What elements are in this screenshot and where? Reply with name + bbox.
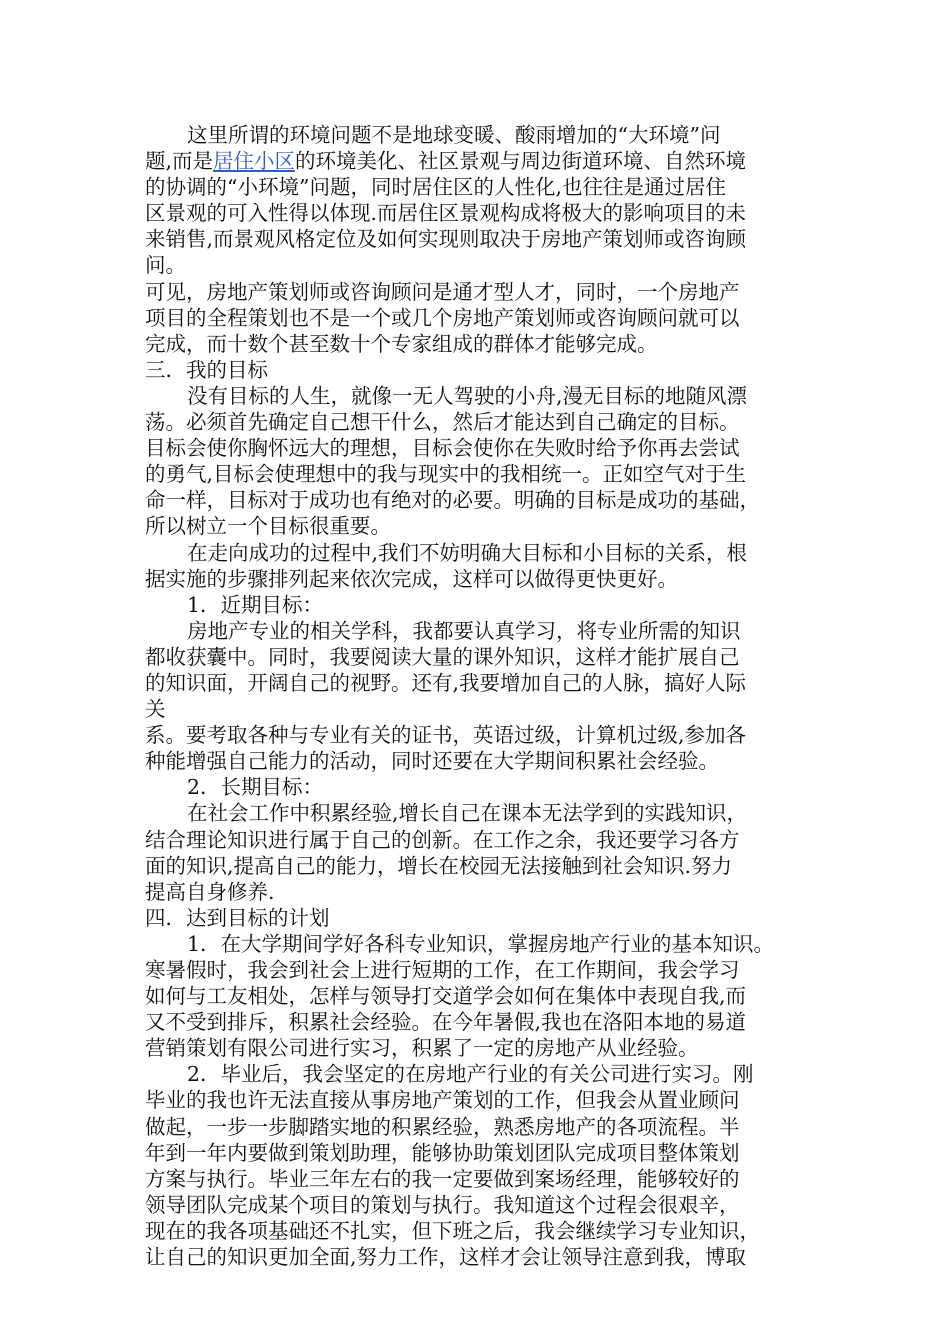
residential-community-link[interactable]: 居住小区 — [213, 149, 296, 174]
text-line: 年到一年内要做到策划助理，能够协助策划团队完成项目整体策划 — [145, 1140, 740, 1165]
text-line: 现在的我各项基础还不扎实，但下班之后，我会继续学习专业知识， — [145, 1218, 760, 1243]
text-line: 据实施的步骤排列起来依次完成，这样可以做得更快更好。 — [145, 566, 678, 591]
text-line: 目标会使你胸怀远大的理想，目标会使你在失败时给予你再去尝试 — [145, 436, 740, 461]
text-line: 的知识面，开阔自己的视野。还有,我要增加自己的人脉，搞好人际 — [145, 670, 747, 695]
text-line: 的勇气,目标会使理想中的我与现实中的我相统一。正如空气对于生 — [145, 462, 747, 487]
text-line: 在走向成功的过程中,我们不妨明确大目标和小目标的关系，根 — [187, 540, 748, 565]
text-line: 荡。必须首先确定自己想干什么，然后才能达到自己确定的目标。 — [145, 410, 740, 435]
text-line: 2．长期目标： — [187, 775, 324, 800]
text-line: 在社会工作中积累经验,增长自己在课本无法学到的实践知识， — [187, 801, 748, 826]
text-line: 让自己的知识更加全面,努力工作，这样才会让领导注意到我，博取 — [145, 1245, 747, 1270]
text-line: 三．我的目标 — [145, 357, 268, 382]
text-line: 房地产专业的相关学科，我都要认真学习，将专业所需的知识 — [187, 618, 741, 643]
text-line: 提高自身修养. — [145, 879, 275, 904]
text-line: 的协调的“小环境”问题，同时居住区的人性化,也往往是通过居住 — [145, 175, 726, 200]
document-body — [145, 122, 825, 1270]
text-line: 都收获囊中。同时，我要阅读大量的课外知识，这样才能扩展自己 — [145, 644, 740, 669]
text-line: 完成，而十数个甚至数十个专家组成的群体才能够完成。 — [145, 331, 658, 356]
text-line: 命一样，目标对于成功也有绝对的必要。明确的目标是成功的基础， — [145, 488, 760, 513]
text-line: 毕业的我也许无法直接从事房地产策划的工作，但我会从置业顾问 — [145, 1088, 740, 1113]
text-line: 2．毕业后，我会坚定的在房地产行业的有关公司进行实习。刚 — [187, 1062, 754, 1087]
text-line: 领导团队完成某个项目的策划与执行。我知道这个过程会很艰辛， — [145, 1192, 740, 1217]
text-line: 又不受到排斥，积累社会经验。在今年暑假,我也在洛阳本地的易道 — [145, 1010, 747, 1035]
text-line: 方案与执行。毕业三年左右的我一定要做到案场经理，能够较好的 — [145, 1166, 740, 1191]
text-line: 结合理论知识进行属于自己的创新。在工作之余，我还要学习各方 — [145, 827, 740, 852]
text-line — [145, 148, 825, 174]
text-line: 四．达到目标的计划 — [145, 905, 330, 930]
text-line: 问。 — [145, 253, 186, 278]
text-line: 如何与工友相处，怎样与领导打交道学会如何在集体中表现自我,而 — [145, 984, 747, 1009]
text-line: 面的知识,提高自己的能力，增长在校园无法接触到社会知识.努力 — [145, 853, 733, 878]
line-text-before-link: 题,而是 — [145, 149, 214, 174]
text-line: 寒暑假时，我会到社会上进行短期的工作，在工作期间，我会学习 — [145, 958, 740, 982]
text-line: 1．近期目标： — [187, 592, 324, 617]
text-line: 关 — [145, 697, 166, 722]
text-line: 可见，房地产策划师或咨询顾问是通才型人才，同时，一个房地产 — [145, 279, 740, 304]
text-line: 这里所谓的环境问题不是地球变暖、酸雨增加的“大环境”问 — [187, 123, 721, 147]
text-line: 种能增强自己能力的活动，同时还要在大学期间积累社会经验。 — [145, 749, 719, 774]
text-line: 系。要考取各种与专业有关的证书，英语过级，计算机过级,参加各 — [145, 723, 747, 748]
text-line: 1．在大学期间学好各科专业知识，掌握房地产行业的基本知识。 — [187, 931, 775, 956]
text-line: 没有目标的人生，就像一无人驾驶的小舟,漫无目标的地随风漂 — [187, 383, 748, 408]
text-line: 区景观的可入性得以体现.而居住区景观构成将极大的影响项目的未 — [145, 201, 747, 226]
text-line: 做起，一步一步脚踏实地的积累经验，熟悉房地产的各项流程。半 — [145, 1114, 740, 1139]
text-line: 项目的全程策划也不是一个或几个房地产策划师或咨询顾问就可以 — [145, 305, 740, 330]
text-line: 来销售,而景观风格定位及如何实现则取决于房地产策划师或咨询顾 — [145, 227, 747, 252]
text-line: 营销策划有限公司进行实习，积累了一定的房地产从业经验。 — [145, 1036, 699, 1061]
text-line: 所以树立一个目标很重要。 — [145, 514, 391, 539]
line-text-after-link: 的环境美化、社区景观与周边街道环境、自然环境 — [295, 149, 747, 174]
